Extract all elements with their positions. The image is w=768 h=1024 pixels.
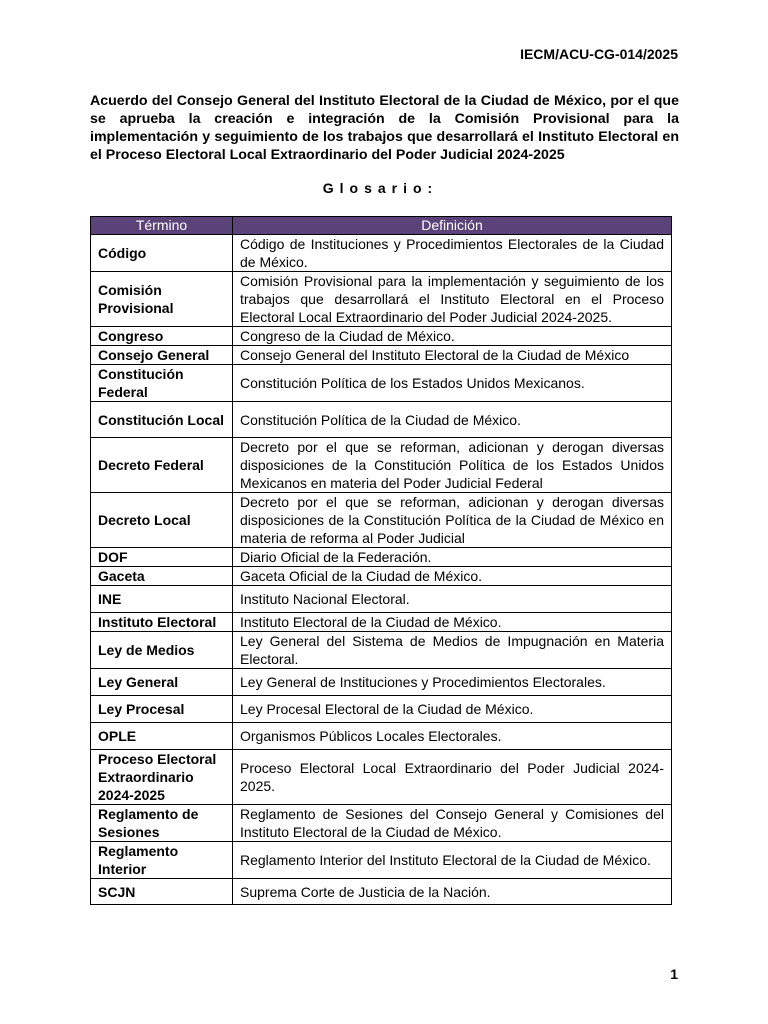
table-row xyxy=(91,346,672,365)
term-cell: Ley General xyxy=(91,669,233,696)
term-cell: Consejo General xyxy=(91,346,233,365)
term-cell: Proceso Electoral Extraordinario 2024-2025 xyxy=(91,750,233,805)
definition-cell: Gaceta Oficial de la Ciudad de México. xyxy=(233,567,672,586)
document-title: Acuerdo del Consejo General del Instituto Electoral de la Ciudad de México, por el que se aprueba la creación e integración de la Comisión Provisional para la implementación y seguimiento de los trabajos que desarrollará el Instituto Electoral en el Proceso Electoral Local Extraordinario del Poder Judicial 2024-2025 xyxy=(90,93,679,163)
definition-cell: Constitución Política de la Ciudad de México. xyxy=(233,402,672,438)
table-row xyxy=(91,548,672,567)
definition-cell: Decreto por el que se reforman, adicionan y derogan diversas disposiciones de la Constitución Política de la Ciudad de México en materia de reforma al Poder Judicial xyxy=(233,493,672,548)
definition-cell: Comisión Provisional para la implementación y seguimiento de los trabajos que desarrollará el Instituto Electoral en el Proceso Electoral Local Extraordinario del Poder Judicial 2024-2025. xyxy=(233,272,672,327)
term-cell: INE xyxy=(91,586,233,613)
document-reference: IECM/ACU-CG-014/2025 xyxy=(520,46,678,62)
definition-cell: Suprema Corte de Justicia de la Nación. xyxy=(233,879,672,905)
definition-cell: Congreso de la Ciudad de México. xyxy=(233,327,672,346)
term-cell: Decreto Local xyxy=(91,493,233,548)
glossary-table xyxy=(90,216,672,905)
column-header-definition: Definición xyxy=(233,217,672,235)
table-row xyxy=(91,696,672,723)
page-number: 1 xyxy=(670,966,678,982)
table-row xyxy=(91,805,672,842)
table-row xyxy=(91,235,672,272)
table-row xyxy=(91,613,672,632)
table-row xyxy=(91,438,672,493)
table-row xyxy=(91,327,672,346)
definition-cell: Ley Procesal Electoral de la Ciudad de México. xyxy=(233,696,672,723)
definition-cell: Constitución Política de los Estados Unidos Mexicanos. xyxy=(233,365,672,402)
table-row xyxy=(91,567,672,586)
term-cell: OPLE xyxy=(91,723,233,750)
definition-cell: Decreto por el que se reforman, adicionan y derogan diversas disposiciones de la Constitución Política de los Estados Unidos Mexicanos en materia del Poder Judicial Federal xyxy=(233,438,672,493)
term-cell: Ley Procesal xyxy=(91,696,233,723)
table-row xyxy=(91,750,672,805)
table-row xyxy=(91,586,672,613)
term-cell: Decreto Federal xyxy=(91,438,233,493)
term-cell: Constitución Local xyxy=(91,402,233,438)
term-cell: Gaceta xyxy=(91,567,233,586)
term-cell: Instituto Electoral xyxy=(91,613,233,632)
term-cell: Reglamento de Sesiones xyxy=(91,805,233,842)
term-cell: DOF xyxy=(91,548,233,567)
table-row xyxy=(91,493,672,548)
column-header-term: Término xyxy=(91,217,233,235)
table-row xyxy=(91,632,672,669)
table-row xyxy=(91,723,672,750)
term-cell: Congreso xyxy=(91,327,233,346)
table-row xyxy=(91,879,672,905)
glossary-heading: Glosario: xyxy=(322,180,439,196)
definition-cell: Consejo General del Instituto Electoral de la Ciudad de México xyxy=(233,346,672,365)
definition-cell: Reglamento Interior del Instituto Electoral de la Ciudad de México. xyxy=(233,842,672,879)
definition-cell: Instituto Electoral de la Ciudad de México. xyxy=(233,613,672,632)
definition-cell: Instituto Nacional Electoral. xyxy=(233,586,672,613)
table-header-row xyxy=(91,217,672,235)
table-row xyxy=(91,842,672,879)
definition-cell: Diario Oficial de la Federación. xyxy=(233,548,672,567)
term-cell: Constitución Federal xyxy=(91,365,233,402)
definition-cell: Proceso Electoral Local Extraordinario del Poder Judicial 2024-2025. xyxy=(233,750,672,805)
definition-cell: Ley General de Instituciones y Procedimientos Electorales. xyxy=(233,669,672,696)
term-cell: SCJN xyxy=(91,879,233,905)
term-cell: Reglamento Interior xyxy=(91,842,233,879)
table-row xyxy=(91,365,672,402)
table-row xyxy=(91,669,672,696)
definition-cell: Organismos Públicos Locales Electorales. xyxy=(233,723,672,750)
table-row xyxy=(91,272,672,327)
definition-cell: Ley General del Sistema de Medios de Impugnación en Materia Electoral. xyxy=(233,632,672,669)
term-cell: Código xyxy=(91,235,233,272)
term-cell: Ley de Medios xyxy=(91,632,233,669)
table-row xyxy=(91,402,672,438)
definition-cell: Reglamento de Sesiones del Consejo General y Comisiones del Instituto Electoral de la Ciudad de México. xyxy=(233,805,672,842)
term-cell: Comisión Provisional xyxy=(91,272,233,327)
definition-cell: Código de Instituciones y Procedimientos Electorales de la Ciudad de México. xyxy=(233,235,672,272)
